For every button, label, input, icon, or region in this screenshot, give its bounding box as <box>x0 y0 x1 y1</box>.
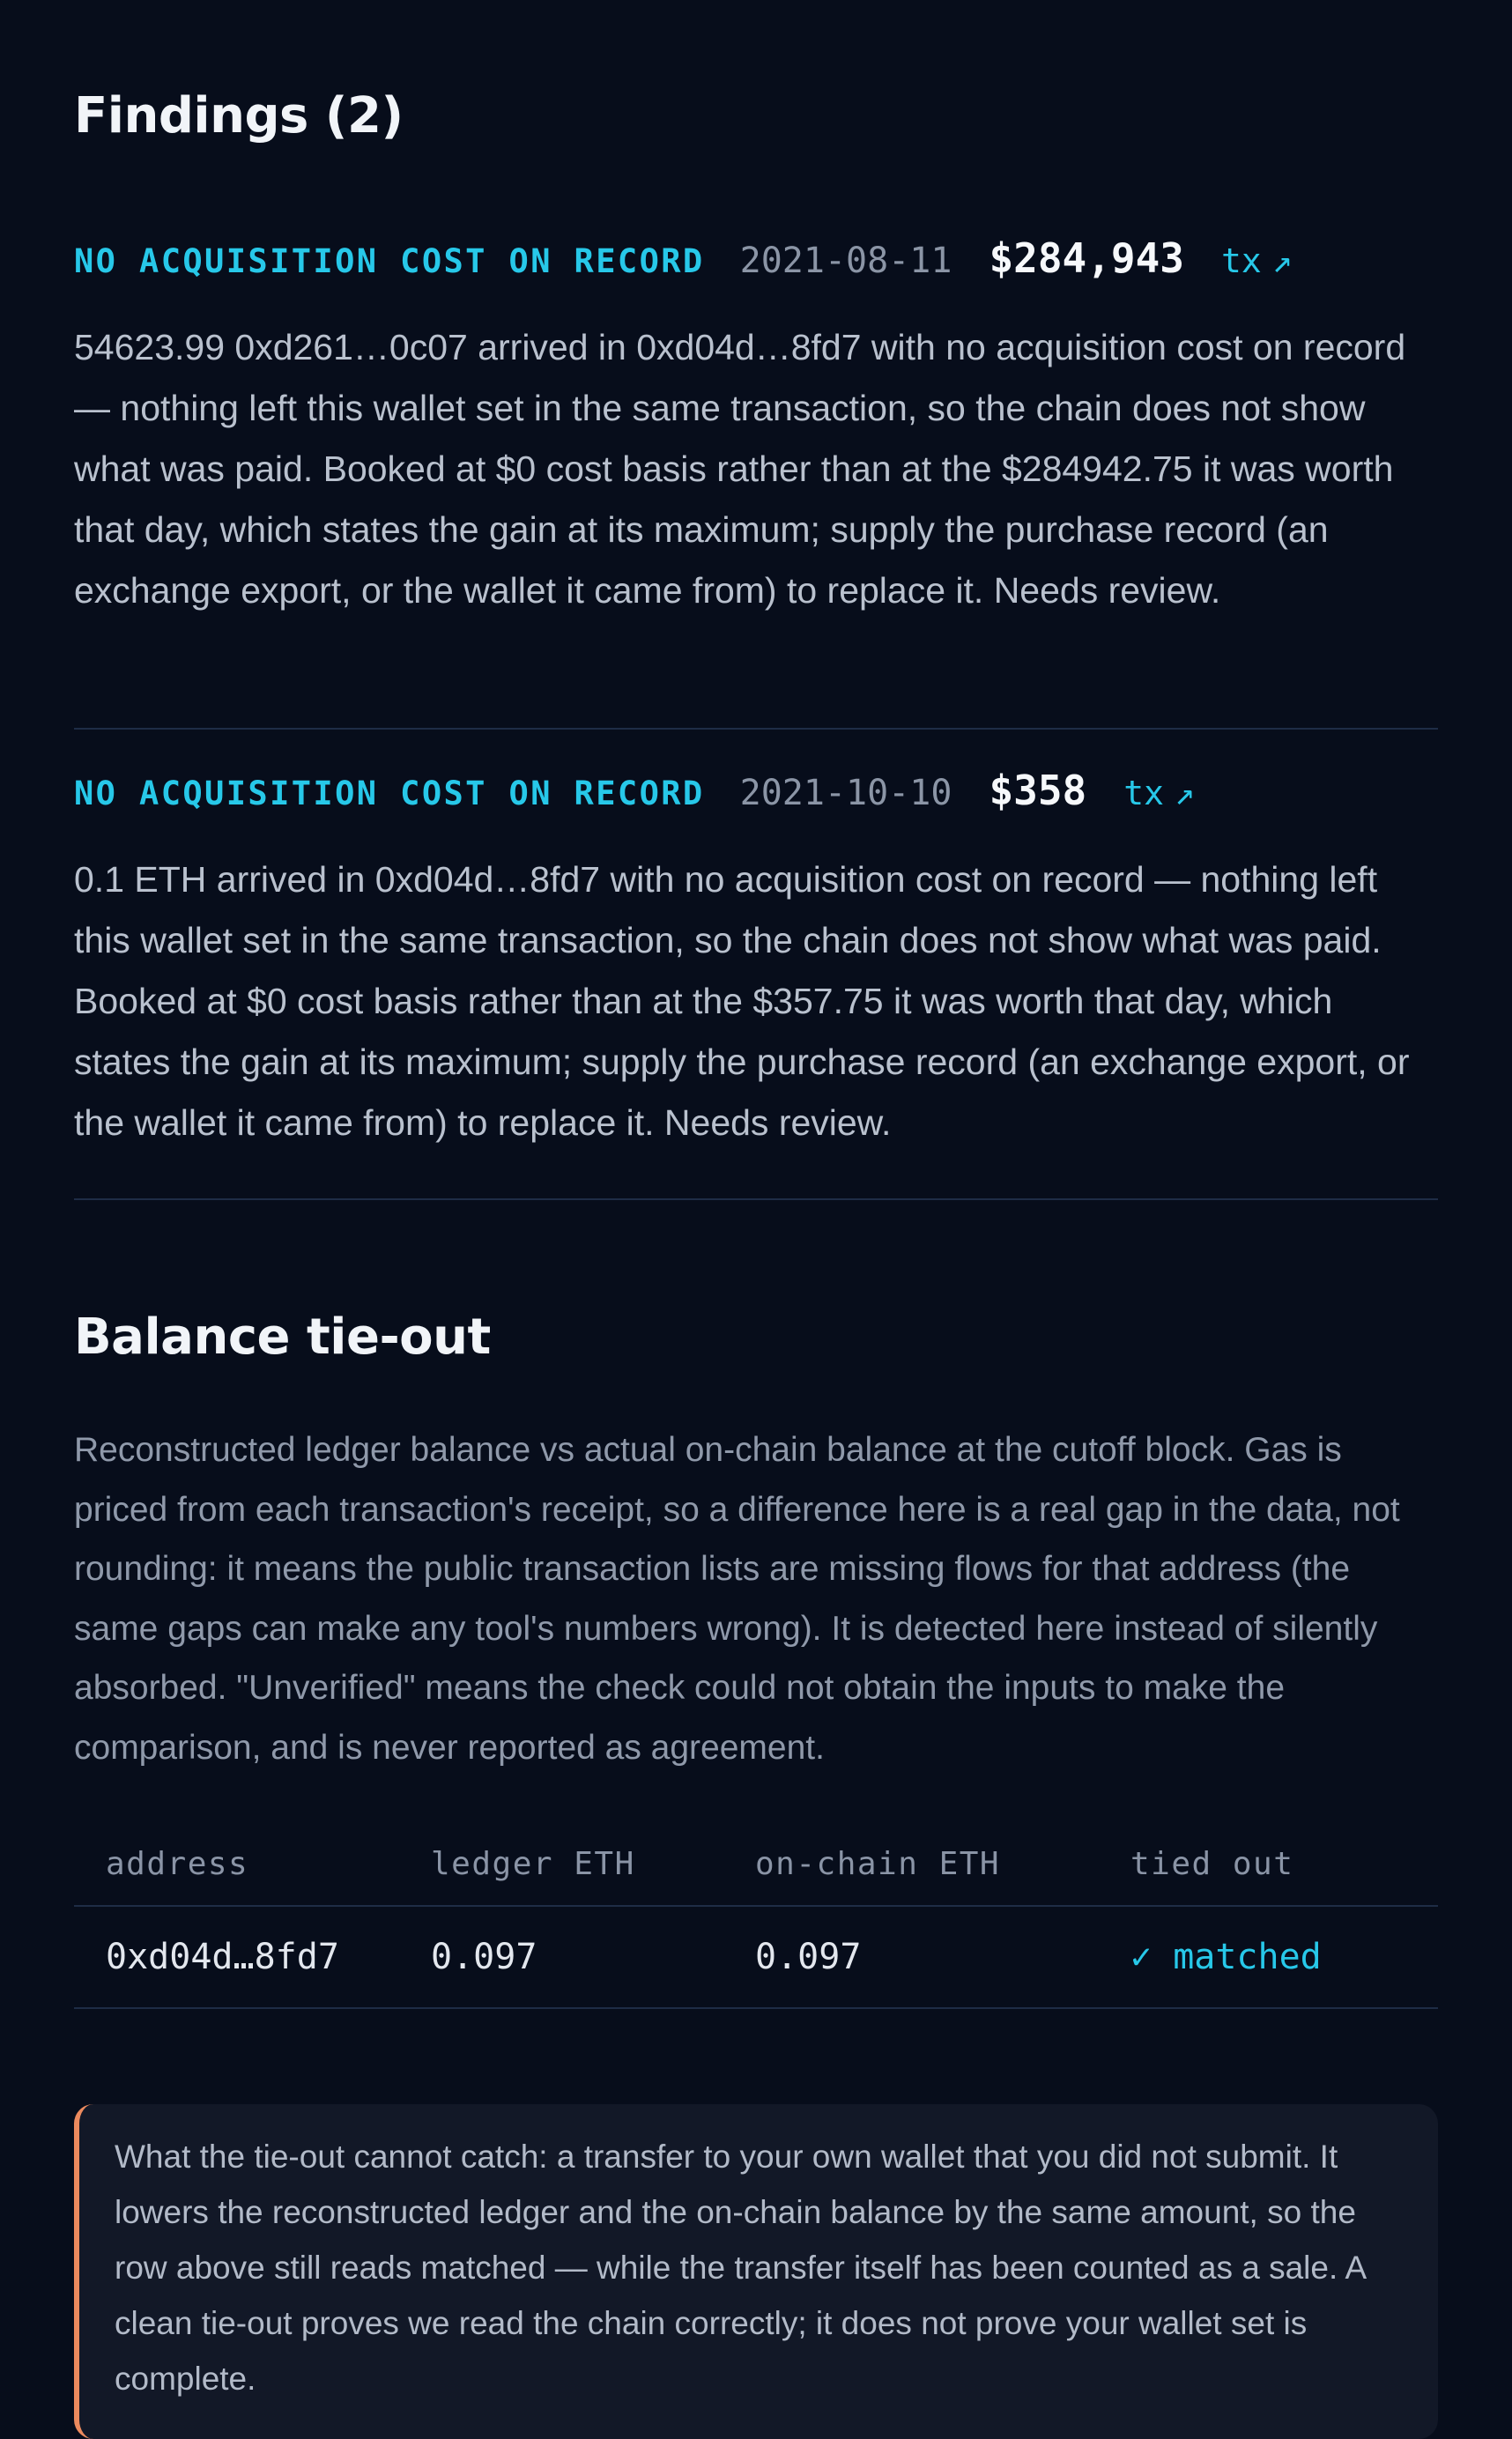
column-header-address: address <box>74 1822 431 1906</box>
cell-ledger-eth: 0.097 <box>431 1906 755 2008</box>
external-link-icon: ↗ <box>1174 774 1195 812</box>
finding-item <box>74 234 1438 730</box>
finding-type-label: NO ACQUISITION COST ON RECORD <box>74 775 705 812</box>
column-header-onchain-eth: on-chain ETH <box>755 1822 1130 1906</box>
table-row <box>74 1906 1438 2008</box>
tieout-table <box>74 1822 1438 2009</box>
finding-date: 2021-10-10 <box>739 773 952 813</box>
tieout-limitation-callout <box>74 2104 1438 2439</box>
findings-heading: Findings (2) <box>74 87 404 145</box>
balance-tieout-description: Reconstructed ledger balance vs actual on-chain balance at the cutoff block. Gas is priced from each transaction's receipt, so a difference here is a real gap in the data, not rounding: it means the public transaction lists are missing flows for that address (the same gaps can make any tool's numbers wrong). It is detected here instead of silently absorbed. "Unverified" means the check could not obtain the inputs to make the comparison, and is never reported as agreement. <box>74 1431 1400 1767</box>
cell-onchain-eth: 0.097 <box>755 1906 1130 2008</box>
table-header-row <box>74 1822 1438 1906</box>
tx-link-label: tx <box>1221 241 1262 280</box>
finding-item <box>74 767 1438 1200</box>
finding-type-label: NO ACQUISITION COST ON RECORD <box>74 242 705 280</box>
column-header-tied-out: tied out <box>1130 1822 1438 1906</box>
cell-address: 0xd04d…8fd7 <box>74 1906 431 2008</box>
finding-header <box>74 234 1438 310</box>
tx-link[interactable] <box>1123 774 1195 812</box>
callout-text: What the tie-out cannot catch: a transfer to your own wallet that you did not submit. It lowers the reconstructed ledger and the on-chain balance by the same amount, so the row above still reads matched — while the transfer itself has been counted as a sale. A clean tie-out proves we read the chain correctly; it does not prove your wallet set is complete. <box>115 2139 1366 2397</box>
cell-tied-out-status <box>1130 1906 1438 2008</box>
external-link-icon: ↗ <box>1271 241 1293 280</box>
finding-amount: $358 <box>989 767 1087 814</box>
tx-link[interactable] <box>1221 241 1293 280</box>
finding-header <box>74 767 1438 842</box>
finding-description: 0.1 ETH arrived in 0xd04d…8fd7 with no acquisition cost on record — nothing left this wallet set in the same transaction, so the chain does not show what was paid. Booked at $0 cost basis rather than at the $357.75 it was worth that day, which states the gain at its maximum; supply the purchase record (an exchange export, or the wallet it came from) to replace it. Needs review. <box>74 859 1410 1143</box>
status-label: matched <box>1173 1937 1322 1977</box>
balance-tieout-heading: Balance tie-out <box>74 1308 491 1366</box>
finding-amount: $284,943 <box>989 234 1184 282</box>
column-header-ledger-eth: ledger ETH <box>431 1822 755 1906</box>
check-icon: ✓ <box>1130 1937 1153 1977</box>
finding-date: 2021-08-11 <box>739 241 952 281</box>
finding-description: 54623.99 0xd261…0c07 arrived in 0xd04d…8fd7 with no acquisition cost on record — nothing left this wallet set in the same transaction, so the chain does not show what was paid. Booked at $0 cost basis rather than at the $284942.75 it was worth that day, which states the gain at its maximum; supply the purchase record (an exchange export, or the wallet it came from) to replace it. Needs review. <box>74 327 1406 611</box>
tx-link-label: tx <box>1123 774 1164 812</box>
